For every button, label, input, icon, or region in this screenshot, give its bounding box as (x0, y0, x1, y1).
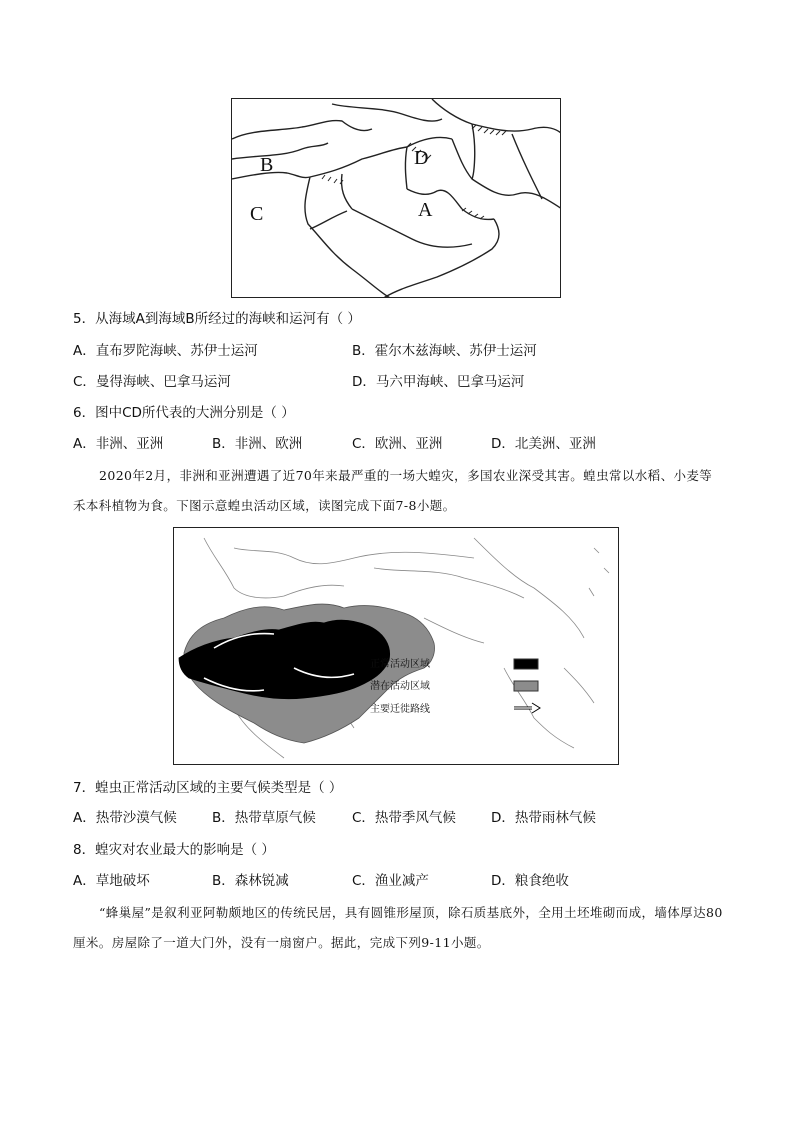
question-5-stem: 5．从海域A到海域B所经过的海峡和运河有（ ） (73, 311, 361, 327)
question-7-option-c[interactable]: C．热带季风气候 (352, 810, 456, 826)
legend-arrow-icon (514, 703, 540, 713)
question-7-stem: 7．蝗虫正常活动区域的主要气候类型是（ ） (73, 780, 343, 796)
passage-beehive-house: “蜂巢屋”是叙利亚阿勒颇地区的传统民居，具有圆锥形屋顶，除石质基底外，全用土坯堆砌而成，墙体厚达80厘米。房屋除了一道大门外，没有一扇窗户。据此，完成下列9-11小题。 (73, 905, 723, 950)
locust-region-map-drawing (174, 528, 619, 765)
question-6-option-b[interactable]: B．非洲、欧洲 (212, 436, 303, 452)
legend-potential-label: 潜在活动区域 (370, 681, 430, 692)
question-8-option-b[interactable]: B．森林锐减 (212, 873, 289, 889)
legend-normal-label: 正常活动区域 (370, 659, 430, 670)
legend-route-label: 主要迁徙路线 (370, 704, 430, 715)
middle-east-map (231, 98, 561, 298)
map-label-a: A (418, 199, 433, 221)
legend-swatch-potential (514, 681, 538, 691)
question-7-option-d[interactable]: D．热带雨林气候 (491, 810, 596, 826)
passage-locust: 2020年2月，非洲和亚洲遭遇了近70年来最严重的一场大蝗灾，多国农业深受其害。蝗虫常以水稻、小麦等禾本科植物为食。下图示意蝗虫活动区域，读图完成下面7-8小题。 (73, 468, 713, 513)
map-label-c: C (250, 203, 264, 225)
question-5-option-d[interactable]: D．马六甲海峡、巴拿马运河 (352, 374, 525, 390)
question-8-option-c[interactable]: C．渔业减产 (352, 873, 429, 889)
question-5-option-a[interactable]: A．直布罗陀海峡、苏伊士运河 (73, 343, 258, 359)
map-label-b: B (260, 154, 274, 176)
question-6-option-a[interactable]: A．非洲、亚洲 (73, 436, 164, 452)
question-5-option-c[interactable]: C．曼得海峡、巴拿马运河 (73, 374, 231, 390)
question-6-option-d[interactable]: D．北美洲、亚洲 (491, 436, 596, 452)
legend-swatch-normal (514, 659, 538, 669)
question-5-option-b[interactable]: B．霍尔木兹海峡、苏伊士运河 (352, 343, 537, 359)
question-8-stem: 8．蝗灾对农业最大的影响是（ ） (73, 842, 275, 858)
question-8-option-a[interactable]: A．草地破坏 (73, 873, 150, 889)
question-8-option-d[interactable]: D．粮食绝收 (491, 873, 569, 889)
question-6-stem: 6．图中CD所代表的大洲分别是（ ） (73, 405, 295, 421)
question-7-option-b[interactable]: B．热带草原气候 (212, 810, 316, 826)
question-6-option-c[interactable]: C．欧洲、亚洲 (352, 436, 443, 452)
middle-east-map-outline (232, 99, 561, 298)
map-label-d: D (414, 147, 429, 169)
locust-region-map (173, 527, 619, 765)
question-7-option-a[interactable]: A．热带沙漠气候 (73, 810, 177, 826)
